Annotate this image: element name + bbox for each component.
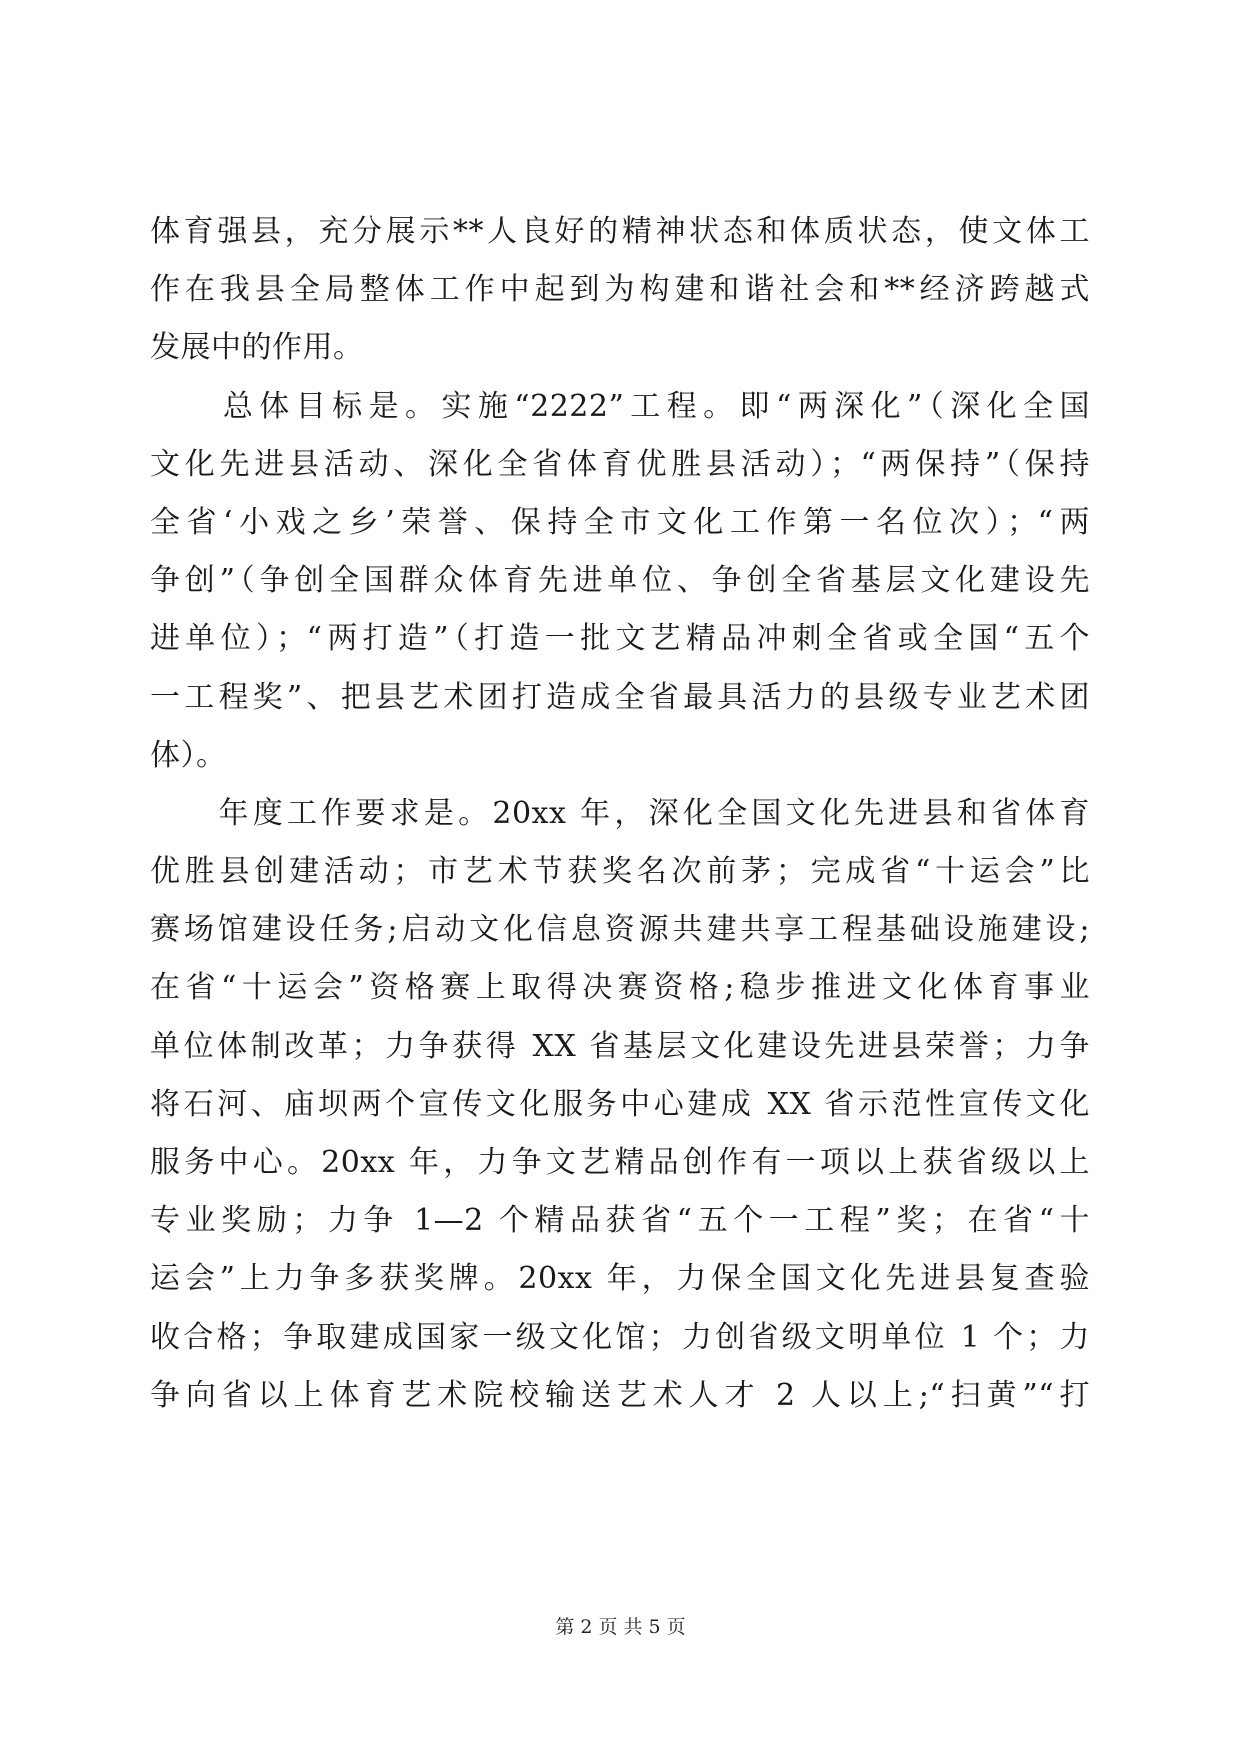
body-text	[150, 203, 1090, 1425]
text-line: 发展中的作用。	[150, 330, 364, 366]
text-line: 年度工作要求是。20xx 年，深化全国文化先进县和省体育	[150, 795, 1090, 831]
text-line: 收合格；争取建成国家一级文化馆；力创省级文明单位 1 个；力	[150, 1319, 1090, 1355]
text-line: 体）。	[150, 737, 227, 773]
page-footer: 第 2 页 共 5 页	[555, 1616, 686, 1638]
text-line: 单位体制改革；力争获得 XX 省基层文化建设先进县荣誉；力争	[150, 1028, 1090, 1064]
text-line: 在省“十运会”资格赛上取得决赛资格;稳步推进文化体育事业	[150, 970, 1090, 1006]
text-line: 运会”上力争多获奖牌。20xx 年，力保全国文化先进县复查验	[150, 1261, 1090, 1297]
text-line: 争创”（争创全国群众体育先进单位、争创全省基层文化建设先	[150, 563, 1090, 599]
text-line: 专业奖励；力争 1—2 个精品获省“五个一工程”奖；在省“十	[150, 1203, 1090, 1239]
text-line: 总体目标是。实施“2222”工程。即“两深化”（深化全国	[150, 388, 1090, 424]
text-line: 全省‘小戏之乡’荣誉、保持全市文化工作第一名位次）；“两	[150, 504, 1090, 540]
text-line: 一工程奖”、把县艺术团打造成全省最具活力的县级专业艺术团	[150, 679, 1090, 715]
text-line: 文化先进县活动、深化全省体育优胜县活动）；“两保持”（保持	[150, 446, 1090, 482]
text-line: 服务中心。20xx 年，力争文艺精品创作有一项以上获省级以上	[150, 1145, 1090, 1180]
text-line: 争向省以上体育艺术院校输送艺术人才 2 人以上;“扫黄”“打	[150, 1377, 1090, 1413]
text-line: 进单位）；“两打造”（打造一批文艺精品冲刺全省或全国“五个	[150, 621, 1090, 657]
text-line: 赛场馆建设任务;启动文化信息资源共建共享工程基础设施建设;	[150, 912, 1090, 948]
text-line: 优胜县创建活动；市艺术节获奖名次前茅；完成省“十运会”比	[150, 854, 1090, 890]
text-line: 体育强县，充分展示**人良好的精神状态和体质状态，使文体工	[150, 214, 1090, 249]
text-line: 作在我县全局整体工作中起到为构建和谐社会和**经济跨越式	[150, 272, 1090, 308]
text-line: 将石河、庙坝两个宣传文化服务中心建成 XX 省示范性宣传文化	[150, 1086, 1090, 1122]
